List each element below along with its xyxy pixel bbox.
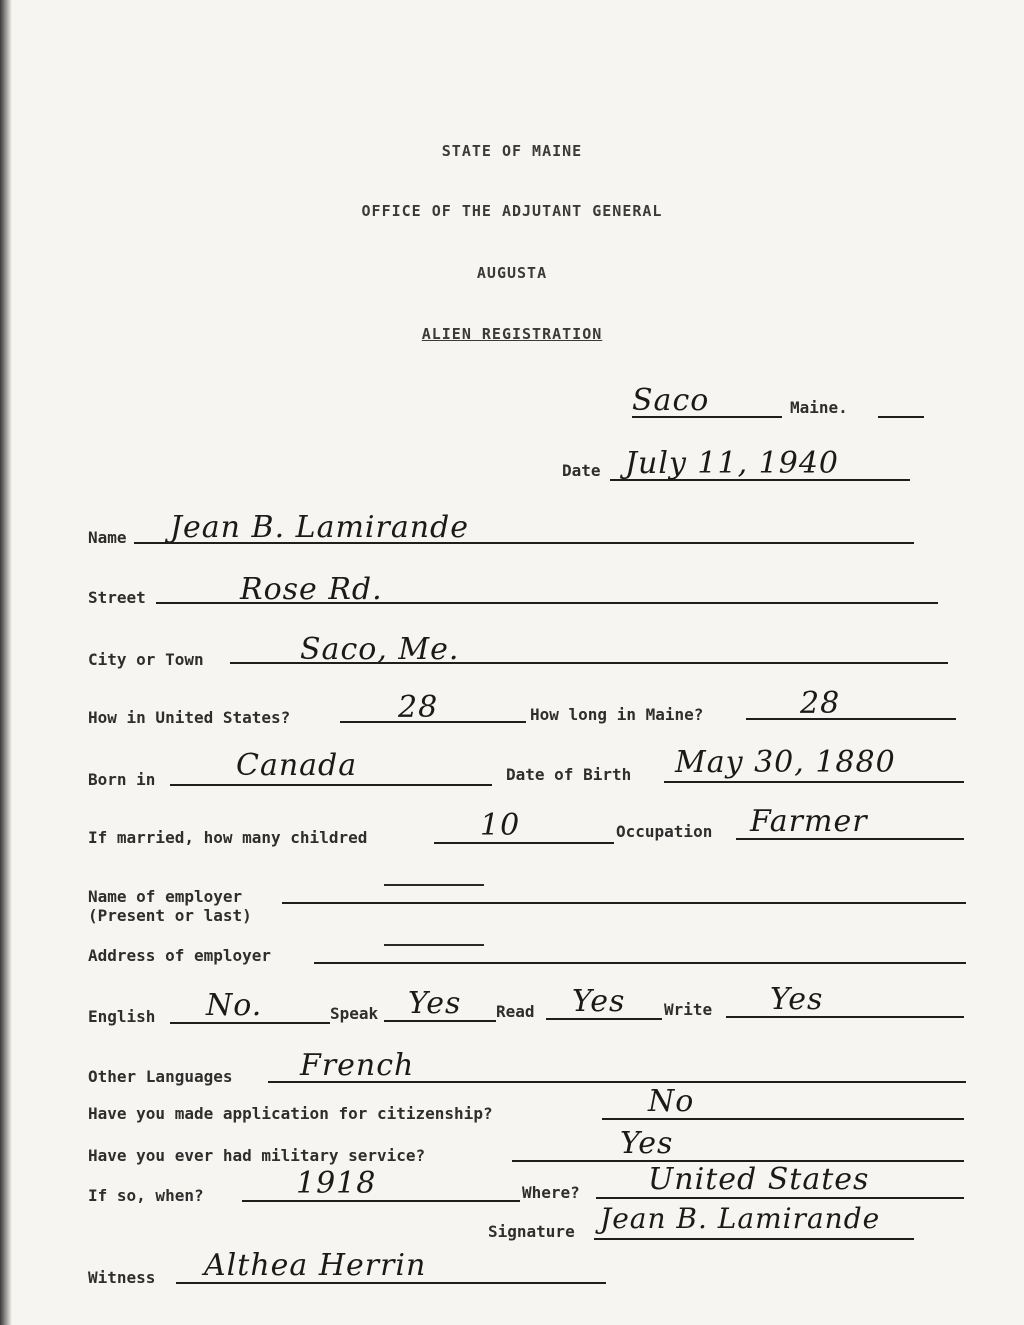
- date-value: July 11, 1940: [625, 446, 840, 481]
- date-line: [610, 479, 910, 481]
- date-label: Date: [562, 461, 601, 480]
- other-languages-label: Other Languages: [88, 1067, 233, 1086]
- name-label: Name: [88, 528, 127, 547]
- city-line: [230, 662, 948, 664]
- how-us-value: 28: [398, 690, 439, 725]
- header-state: STATE OF MAINE: [441, 142, 583, 160]
- where-line: [596, 1197, 964, 1199]
- signature-line: [594, 1238, 914, 1240]
- other-languages-line: [268, 1081, 966, 1083]
- how-us-label: How in United States?: [88, 708, 291, 727]
- town-line: [632, 416, 782, 418]
- street-label: Street: [88, 588, 146, 607]
- name-line: [134, 542, 914, 544]
- witness-label: Witness: [88, 1268, 156, 1287]
- town-value: Saco: [632, 383, 710, 418]
- city-label: City or Town: [88, 650, 204, 669]
- write-line: [726, 1016, 964, 1018]
- header-city: AUGUSTA: [476, 264, 548, 282]
- how-maine-label: How long in Maine?: [530, 705, 704, 724]
- occupation-value: Farmer: [750, 804, 868, 839]
- signature-value: Jean B. Lamirande: [600, 1202, 881, 1235]
- other-languages-value: French: [300, 1048, 415, 1083]
- city-value: Saco, Me.: [300, 632, 460, 667]
- children-label: If married, how many childred: [88, 828, 368, 847]
- where-value: United States: [648, 1162, 870, 1197]
- read-line: [546, 1018, 662, 1020]
- dob-label: Date of Birth: [506, 765, 632, 784]
- street-line: [156, 602, 938, 604]
- military-value: Yes: [620, 1126, 674, 1161]
- when-line: [242, 1200, 520, 1202]
- read-label: Read: [496, 1002, 535, 1021]
- how-us-line: [340, 721, 526, 723]
- write-value: Yes: [770, 982, 824, 1017]
- citizenship-line: [602, 1118, 964, 1120]
- how-maine-line: [746, 718, 956, 720]
- witness-line: [176, 1282, 606, 1284]
- military-label: Have you ever had military service?: [88, 1146, 426, 1165]
- employer-sub-label: (Present or last): [88, 906, 252, 925]
- children-line: [434, 842, 614, 844]
- employer-line: [282, 902, 966, 904]
- children-value: 10: [480, 808, 521, 843]
- speak-line: [384, 1020, 496, 1022]
- header-office: OFFICE OF THE ADJUTANT GENERAL: [361, 202, 663, 220]
- read-value: Yes: [572, 984, 626, 1019]
- employer-dash: [384, 884, 484, 886]
- how-maine-value: 28: [800, 686, 841, 721]
- employer-address-label: Address of employer: [88, 946, 272, 965]
- employer-label: Name of employer: [88, 887, 243, 906]
- dob-value: May 30, 1880: [675, 745, 896, 780]
- signature-label: Signature: [488, 1222, 575, 1241]
- write-label: Write: [664, 1000, 713, 1019]
- speak-value: Yes: [408, 986, 462, 1021]
- citizenship-value: No: [648, 1084, 695, 1119]
- born-in-line: [170, 784, 492, 786]
- occupation-label: Occupation: [616, 822, 713, 841]
- citizenship-label: Have you made application for citizenship?: [88, 1104, 493, 1123]
- dob-line: [664, 781, 964, 783]
- street-value: Rose Rd.: [240, 572, 383, 607]
- maine-label: Maine.: [790, 398, 848, 417]
- english-label: English: [88, 1007, 156, 1026]
- name-value: Jean B. Lamirande: [170, 510, 469, 545]
- witness-value: Althea Herrin: [204, 1248, 427, 1283]
- maine-line: [878, 416, 924, 418]
- when-label: If so, when?: [88, 1186, 204, 1205]
- born-in-value: Canada: [236, 748, 358, 783]
- employer-address-line: [314, 962, 966, 964]
- scan-edge: [0, 0, 12, 1325]
- occupation-line: [736, 838, 964, 840]
- employer-address-dash: [384, 944, 484, 946]
- english-line: [170, 1022, 330, 1024]
- speak-label: Speak: [330, 1004, 379, 1023]
- english-value: No.: [206, 988, 263, 1023]
- header-title: ALIEN REGISTRATION: [421, 325, 603, 343]
- where-label: Where?: [522, 1183, 580, 1202]
- born-in-label: Born in: [88, 770, 156, 789]
- when-value: 1918: [296, 1166, 377, 1201]
